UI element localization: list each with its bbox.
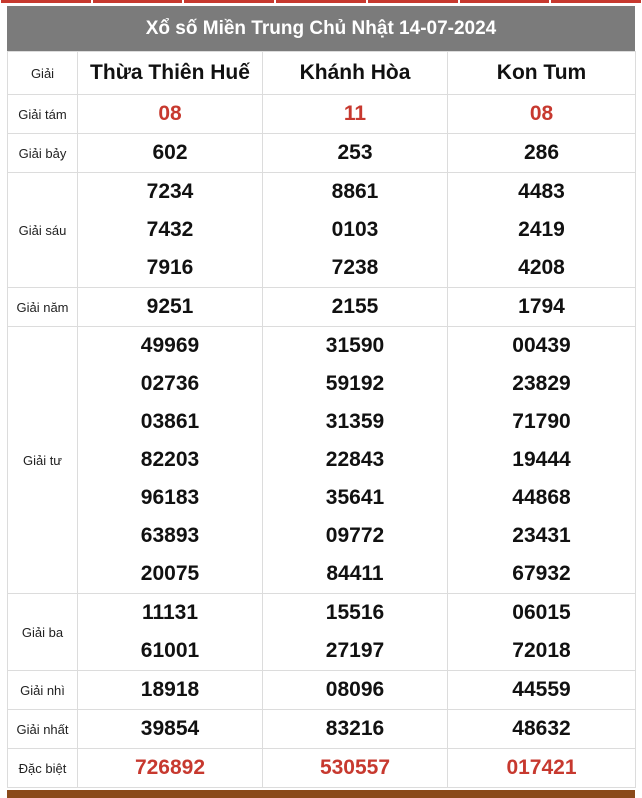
result-cell (263, 134, 448, 173)
result-number: 03861 (140, 410, 200, 433)
result-cell (263, 288, 448, 327)
prize-row-giai-tu (8, 327, 636, 594)
result-number: 7916 (146, 256, 194, 279)
result-cell (78, 671, 263, 710)
result-number: 44868 (512, 486, 571, 509)
result-number: 02736 (140, 372, 200, 395)
prize-row-giai-nhi (8, 671, 636, 710)
prize-row-giai-nhat (8, 710, 636, 749)
prize-label: Giải nhì (8, 671, 78, 710)
result-number: 63893 (140, 524, 200, 547)
result-number: 7234 (146, 180, 194, 203)
result-number: 82203 (140, 448, 200, 471)
result-cell (448, 134, 636, 173)
result-number: 61001 (140, 639, 200, 662)
result-number: 22843 (325, 448, 385, 471)
result-number: 31359 (325, 410, 385, 433)
result-cell (78, 749, 263, 788)
result-number: 11 (343, 102, 367, 125)
result-number: 49969 (140, 334, 200, 357)
result-number: 7432 (146, 218, 194, 241)
result-cell (263, 327, 448, 594)
result-number: 18918 (140, 678, 200, 701)
result-number: 06015 (512, 601, 571, 624)
prize-label: Giải bảy (8, 134, 78, 173)
special-prize-number: 726892 (134, 756, 206, 779)
result-cell (263, 749, 448, 788)
result-number: 20075 (140, 562, 200, 585)
result-number: 602 (152, 141, 188, 164)
prize-row-giai-sau (8, 173, 636, 288)
result-cell (448, 327, 636, 594)
result-cell (263, 594, 448, 671)
province-khanh-hoa[interactable]: Khánh Hòa (263, 52, 448, 95)
result-number: 09772 (325, 524, 385, 547)
result-number: 35641 (325, 486, 385, 509)
result-number: 4208 (518, 256, 565, 279)
result-number: 23431 (512, 524, 571, 547)
result-cell (78, 95, 263, 134)
result-number: 31590 (325, 334, 385, 357)
result-cell (78, 134, 263, 173)
result-cell (448, 173, 636, 288)
result-cell (448, 288, 636, 327)
prize-row-giai-nam (8, 288, 636, 327)
result-cell (448, 749, 636, 788)
result-number: 2419 (518, 218, 565, 241)
lottery-results (7, 6, 635, 798)
result-cell (448, 671, 636, 710)
result-cell (78, 327, 263, 594)
result-number: 286 (523, 141, 560, 164)
results-title: Xổ số Miền Trung Chủ Nhật 14-07-2024 (7, 6, 635, 51)
result-number: 44559 (512, 678, 571, 701)
special-prize-number: 530557 (319, 756, 391, 779)
result-number: 96183 (140, 486, 200, 509)
result-cell (263, 671, 448, 710)
result-number: 83216 (325, 717, 385, 740)
result-cell (263, 173, 448, 288)
result-number: 08 (158, 102, 182, 125)
result-number: 71790 (512, 410, 571, 433)
result-number: 00439 (512, 334, 571, 357)
result-number: 08096 (325, 678, 385, 701)
prize-label: Giải năm (8, 288, 78, 327)
result-cell (448, 710, 636, 749)
prize-row-giai-bay (8, 134, 636, 173)
result-cell (263, 710, 448, 749)
province-kon-tum[interactable]: Kon Tum (448, 52, 636, 95)
result-cell (78, 288, 263, 327)
result-number: 84411 (326, 562, 384, 585)
result-number: 48632 (512, 717, 571, 740)
result-number: 2155 (331, 295, 379, 318)
result-cell (448, 594, 636, 671)
province-thua-thien-hue[interactable]: Thừa Thiên Huế (78, 52, 263, 95)
bottom-bar (7, 790, 635, 798)
result-cell (78, 710, 263, 749)
prize-label: Giải tư (8, 327, 78, 594)
result-number: 253 (337, 141, 373, 164)
result-number: 39854 (140, 717, 200, 740)
result-cell (263, 95, 448, 134)
result-number: 23829 (512, 372, 571, 395)
result-number: 8861 (331, 180, 379, 203)
result-cell (78, 173, 263, 288)
header-row (8, 52, 636, 95)
prize-label: Giải sáu (8, 173, 78, 288)
result-number: 67932 (512, 562, 571, 585)
result-number: 0103 (331, 218, 379, 241)
prize-label: Đặc biệt (8, 749, 78, 788)
result-number: 9251 (146, 295, 194, 318)
prize-row-giai-tam (8, 95, 636, 134)
result-number: 1794 (518, 295, 565, 318)
result-number: 08 (529, 102, 554, 125)
prize-row-giai-ba (8, 594, 636, 671)
result-number: 19444 (512, 448, 571, 471)
prize-label: Giải ba (8, 594, 78, 671)
result-number: 72018 (512, 639, 571, 662)
result-number: 7238 (331, 256, 379, 279)
result-number: 59192 (325, 372, 385, 395)
prize-label: Giải tám (8, 95, 78, 134)
result-number: 11131 (141, 601, 199, 624)
result-number: 27197 (325, 639, 385, 662)
prize-label: Giải nhất (8, 710, 78, 749)
result-cell (78, 594, 263, 671)
result-cell (448, 95, 636, 134)
results-table (7, 51, 636, 788)
result-number: 4483 (518, 180, 565, 203)
prize-column-header: Giải (8, 52, 78, 95)
special-prize-number: 017421 (506, 756, 577, 779)
result-number: 15516 (325, 601, 385, 624)
prize-row-dac-biet (8, 749, 636, 788)
